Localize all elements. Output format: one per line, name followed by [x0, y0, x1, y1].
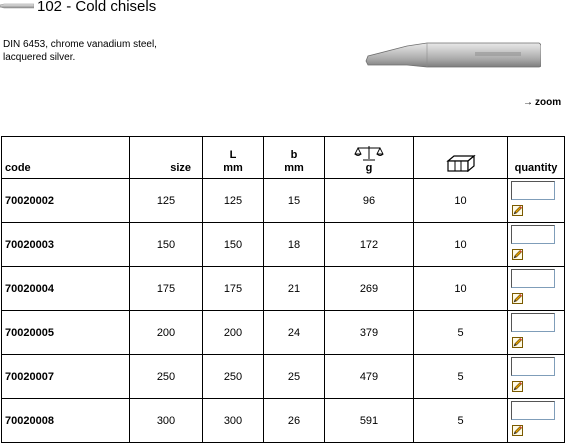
table-row: [2, 311, 565, 355]
quantity-input[interactable]: [511, 225, 555, 244]
length-cell: 300: [203, 399, 264, 443]
pencil-edit-icon[interactable]: [512, 381, 523, 392]
column-header-length-label: L: [229, 149, 237, 161]
size-cell: 150: [130, 223, 203, 267]
product-table: [1, 136, 565, 443]
width-cell: 21: [264, 267, 325, 311]
width-cell: 15: [264, 179, 325, 223]
article-code: 70020008: [2, 399, 130, 443]
width-cell: 25: [264, 355, 325, 399]
length-cell: 200: [203, 311, 264, 355]
quantity-input[interactable]: [511, 401, 555, 420]
article-code: 70020005: [2, 311, 130, 355]
table-header-row: [2, 137, 565, 179]
table-row: [2, 399, 565, 443]
quantity-cell: [508, 355, 565, 399]
quantity-input[interactable]: [511, 269, 555, 288]
width-cell: 24: [264, 311, 325, 355]
size-cell: 125: [130, 179, 203, 223]
arrow-right-icon: →: [523, 97, 533, 108]
column-header-length: [203, 137, 264, 179]
weight-cell: 172: [325, 223, 414, 267]
width-cell: 18: [264, 223, 325, 267]
pack-cell: 5: [414, 355, 508, 399]
table-row: [2, 179, 565, 223]
size-cell: 175: [130, 267, 203, 311]
column-header-width: [264, 137, 325, 179]
column-header-length-unit: mm: [223, 162, 243, 174]
size-cell: 250: [130, 355, 203, 399]
zoom-label: zoom: [535, 97, 562, 108]
pack-cell: 10: [414, 267, 508, 311]
article-code: 70020002: [2, 179, 130, 223]
quantity-cell: [508, 399, 565, 443]
table-row: [2, 223, 565, 267]
quantity-cell: [508, 267, 565, 311]
column-header-code: code: [2, 137, 130, 179]
quantity-cell: [508, 223, 565, 267]
width-cell: 26: [264, 399, 325, 443]
chisel-thumbnail-icon: [0, 3, 34, 9]
page-title: 102 - Cold chisels: [37, 0, 157, 15]
pencil-edit-icon[interactable]: [512, 293, 523, 304]
length-cell: 175: [203, 267, 264, 311]
pack-cell: 5: [414, 399, 508, 443]
quantity-input[interactable]: [511, 313, 555, 332]
column-header-weight: [325, 137, 414, 179]
length-cell: 125: [203, 179, 264, 223]
length-cell: 250: [203, 355, 264, 399]
quantity-input[interactable]: [511, 357, 555, 376]
zoom-link[interactable]: [523, 97, 561, 108]
column-header-weight-unit: g: [365, 162, 373, 174]
quantity-cell: [508, 179, 565, 223]
size-cell: 300: [130, 399, 203, 443]
article-code: 70020007: [2, 355, 130, 399]
pack-cell: 10: [414, 223, 508, 267]
scale-icon: [354, 145, 384, 161]
column-header-pack: [414, 137, 508, 179]
table-row: [2, 355, 565, 399]
pack-cell: 5: [414, 311, 508, 355]
pencil-edit-icon[interactable]: [512, 425, 523, 436]
cold-chisel-image[interactable]: [365, 40, 541, 70]
column-header-quantity: quantity: [508, 137, 565, 179]
column-header-width-unit: mm: [284, 162, 304, 174]
quantity-input[interactable]: [511, 181, 555, 200]
weight-cell: 591: [325, 399, 414, 443]
pencil-edit-icon[interactable]: [512, 337, 523, 348]
pencil-edit-icon[interactable]: [512, 249, 523, 260]
size-cell: 200: [130, 311, 203, 355]
column-header-width-label: b: [290, 149, 298, 161]
table-row: [2, 267, 565, 311]
weight-cell: 269: [325, 267, 414, 311]
pencil-edit-icon[interactable]: [512, 205, 523, 216]
weight-cell: 379: [325, 311, 414, 355]
article-code: 70020003: [2, 223, 130, 267]
length-cell: 150: [203, 223, 264, 267]
quantity-cell: [508, 311, 565, 355]
title-row: [0, 0, 156, 16]
weight-cell: 96: [325, 179, 414, 223]
pack-cell: 10: [414, 179, 508, 223]
box-icon: [446, 154, 476, 172]
weight-cell: 479: [325, 355, 414, 399]
article-code: 70020004: [2, 267, 130, 311]
product-description: DIN 6453, chrome vanadium steel, lacquered silver.: [3, 39, 157, 63]
column-header-size: size: [130, 137, 203, 179]
